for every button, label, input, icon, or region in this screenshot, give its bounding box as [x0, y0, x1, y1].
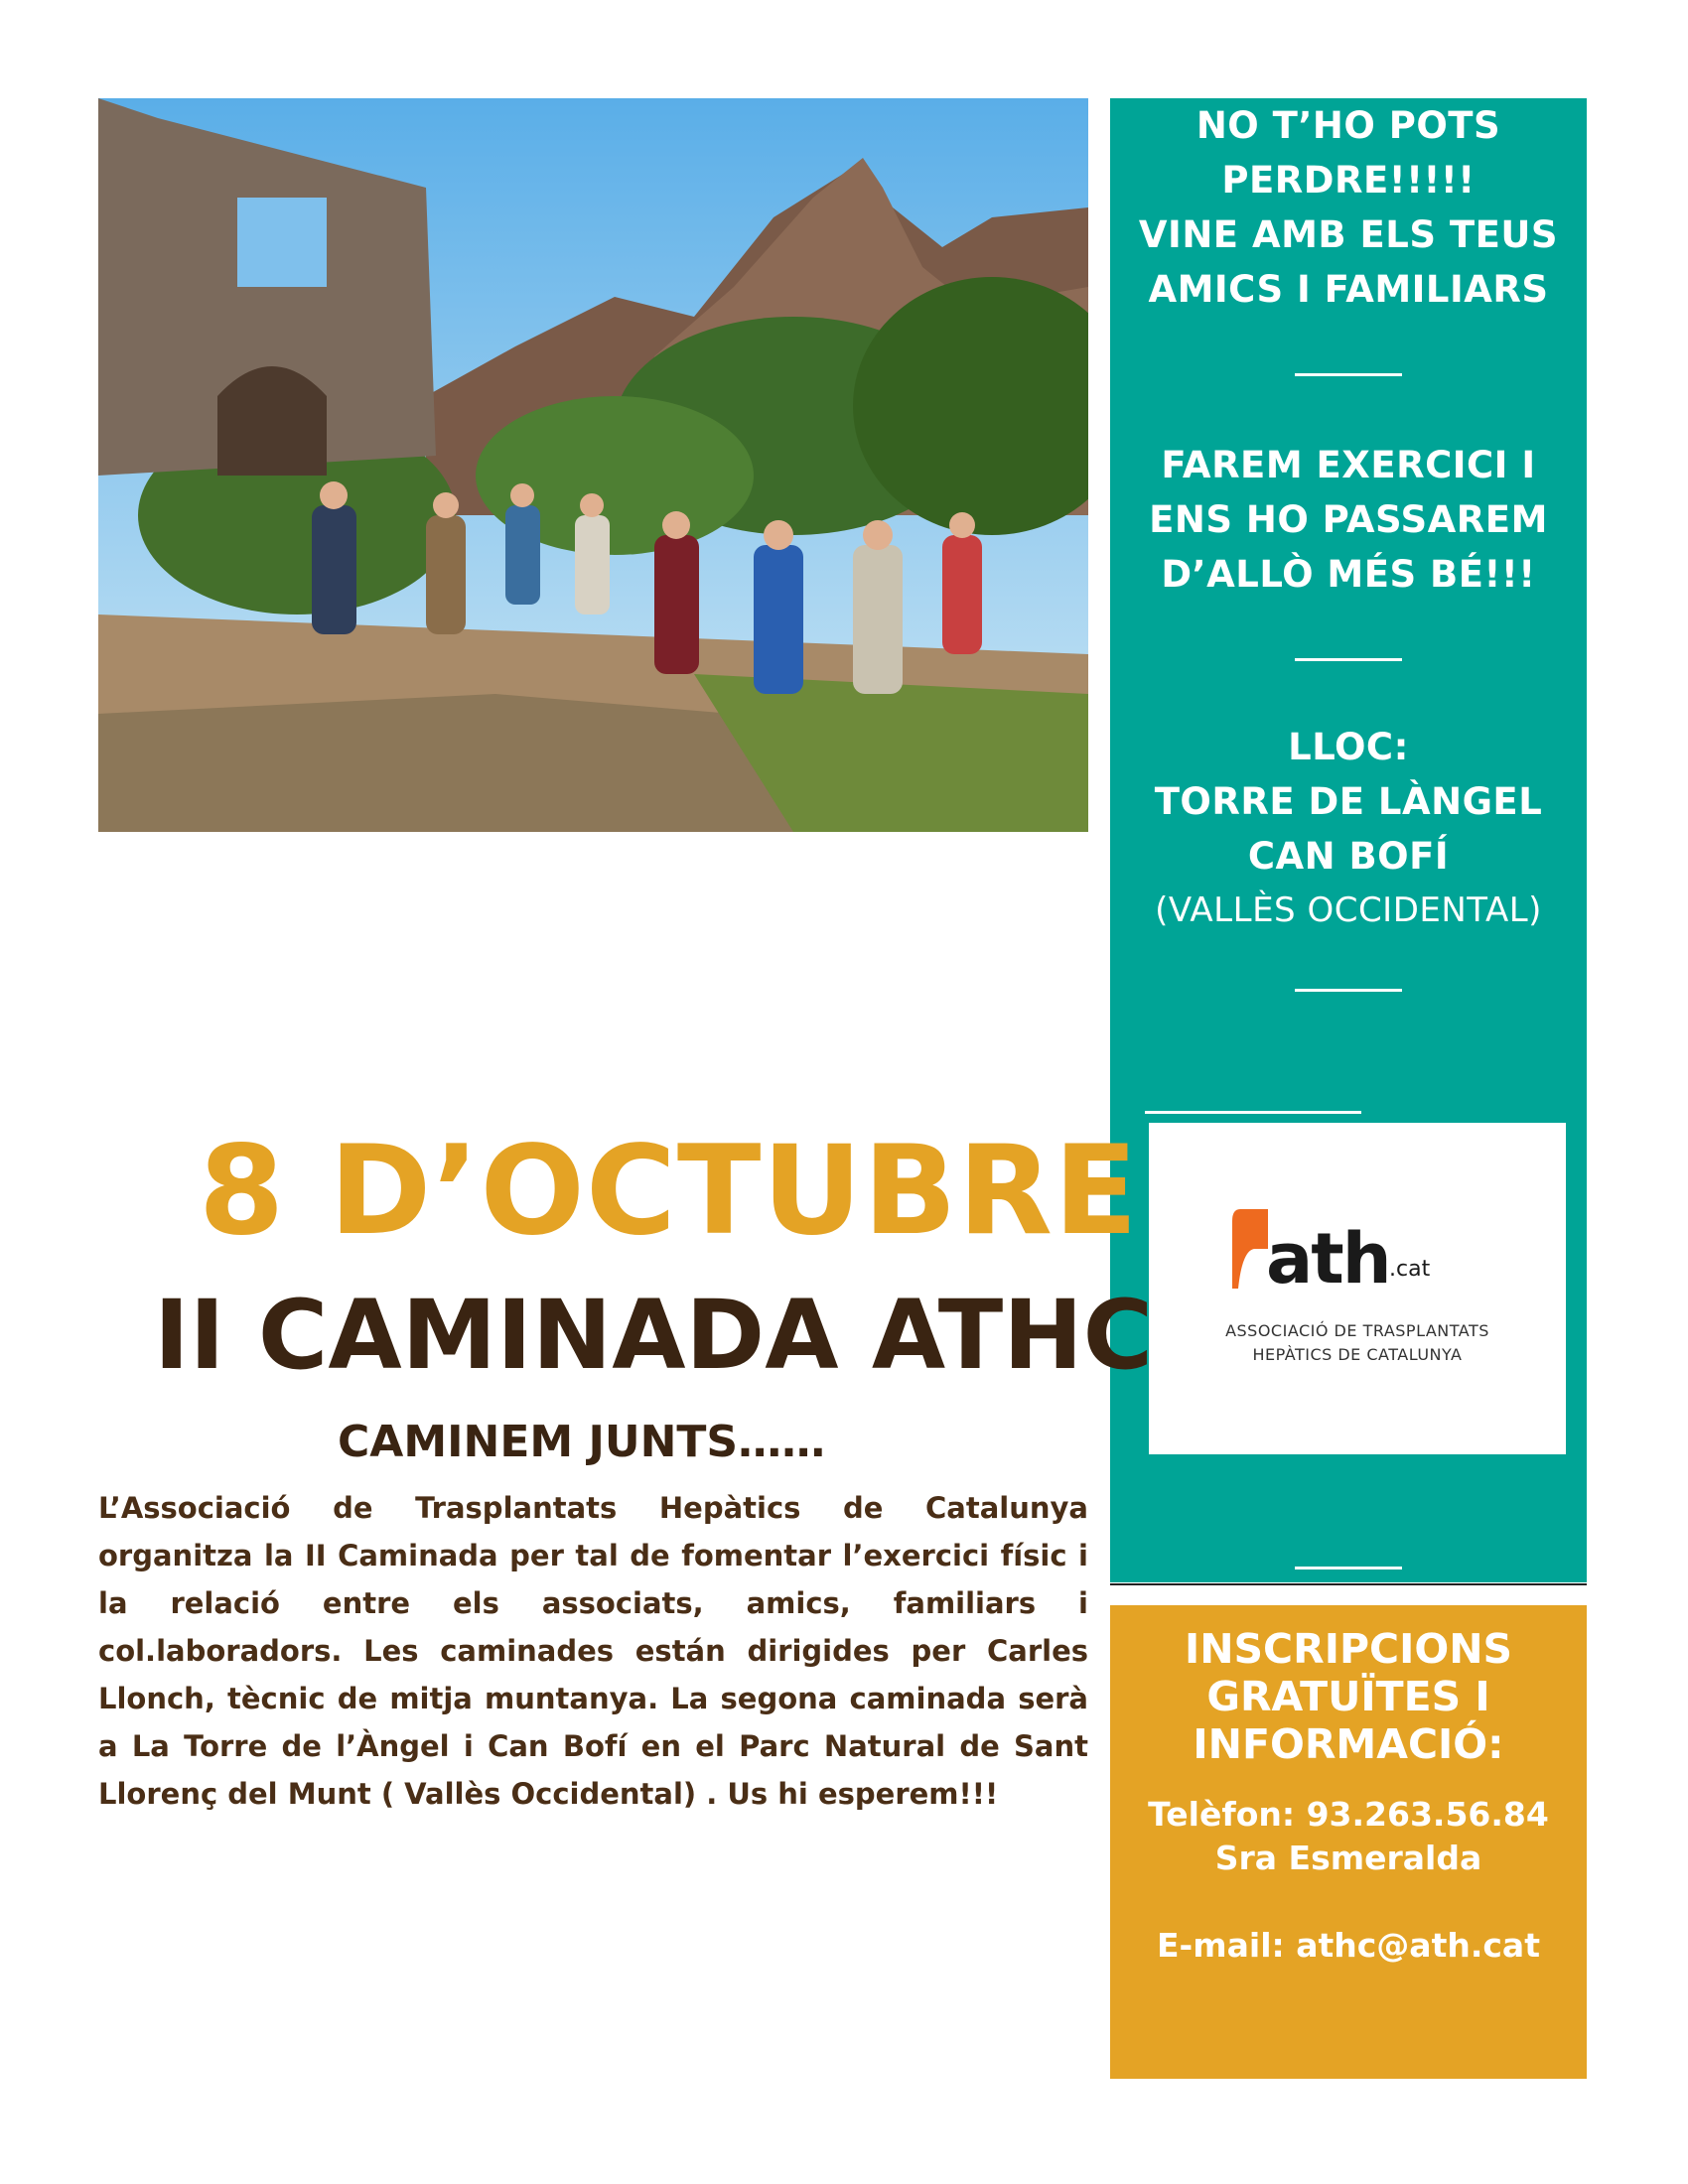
divider — [1295, 373, 1402, 376]
ath-logo — [1149, 1123, 1566, 1454]
signup-contact: Sra Esmeralda — [1214, 1839, 1482, 1877]
divider — [1295, 658, 1402, 661]
signup-line-3: INFORMACIÓ: — [1193, 1720, 1504, 1768]
ath-logo-mark-icon — [1232, 1209, 1268, 1289]
exercise-line-1: FAREM EXERCICI I — [1161, 444, 1536, 486]
signup-email: E-mail: athc@ath.cat — [1157, 1926, 1540, 1965]
hikers-photo — [98, 98, 1088, 832]
exercise-line-2: ENS HO PASSAREM — [1149, 498, 1548, 541]
signup-line-1: INSCRIPCIONS — [1184, 1625, 1513, 1673]
place-label: LLOC: — [1288, 726, 1409, 768]
divider — [1295, 1567, 1402, 1570]
intro-line-2: PERDRE!!!!! — [1221, 159, 1476, 202]
info-sidebar — [1110, 98, 1587, 1582]
event-date: 8 D’OCTUBRE — [199, 1120, 1139, 1263]
signup-box — [1110, 1605, 1587, 2079]
intro-line-4: AMICS I FAMILIARS — [1148, 268, 1549, 311]
signup-line-2: GRATUÏTES I — [1206, 1673, 1490, 1720]
hikers-photo-illustration — [98, 98, 1088, 832]
divider — [1295, 989, 1402, 992]
signup-phone: Telèfon: 93.263.56.84 — [1148, 1795, 1549, 1834]
event-description: L’Associació de Trasplantats Hepàtics de Catalunya organitza la II Caminada per tal de fomentar l’exercici físic i la relació entre els associats, amics, familiars i col.laboradors. Les caminades están dirigides per Carles Llonch, tècnic de mitja muntanya. La segona caminada serà a La Torre de l’Àngel i Can Bofí en el Parc Natural de Sant Llorenç del Munt ( Vallès Occidental) . Us hi esperem!!! — [98, 1491, 1088, 1811]
divider — [1145, 1111, 1361, 1114]
logo-suffix: .cat — [1389, 1257, 1431, 1282]
event-title: II CAMINADA ATHC — [154, 1280, 1154, 1391]
section-rule — [1110, 1583, 1587, 1585]
intro-line-3: VINE AMB ELS TEUS — [1138, 213, 1559, 256]
logo-name: ath — [1266, 1218, 1390, 1299]
place-name: TORRE DE LÀNGEL — [1154, 780, 1543, 823]
event-tagline: CAMINEM JUNTS…… — [338, 1417, 826, 1467]
place-region: (VALLÈS OCCIDENTAL) — [1155, 890, 1542, 930]
exercise-line-3: D’ALLÒ MÉS BÉ!!! — [1161, 553, 1536, 596]
logo-subtitle-1: ASSOCIACIÓ DE TRASPLANTATS — [1225, 1321, 1489, 1340]
intro-line-1: NO T’HO POTS — [1196, 104, 1501, 147]
logo-subtitle-2: HEPÀTICS DE CATALUNYA — [1252, 1345, 1463, 1364]
place-name-2: CAN BOFÍ — [1247, 835, 1450, 878]
